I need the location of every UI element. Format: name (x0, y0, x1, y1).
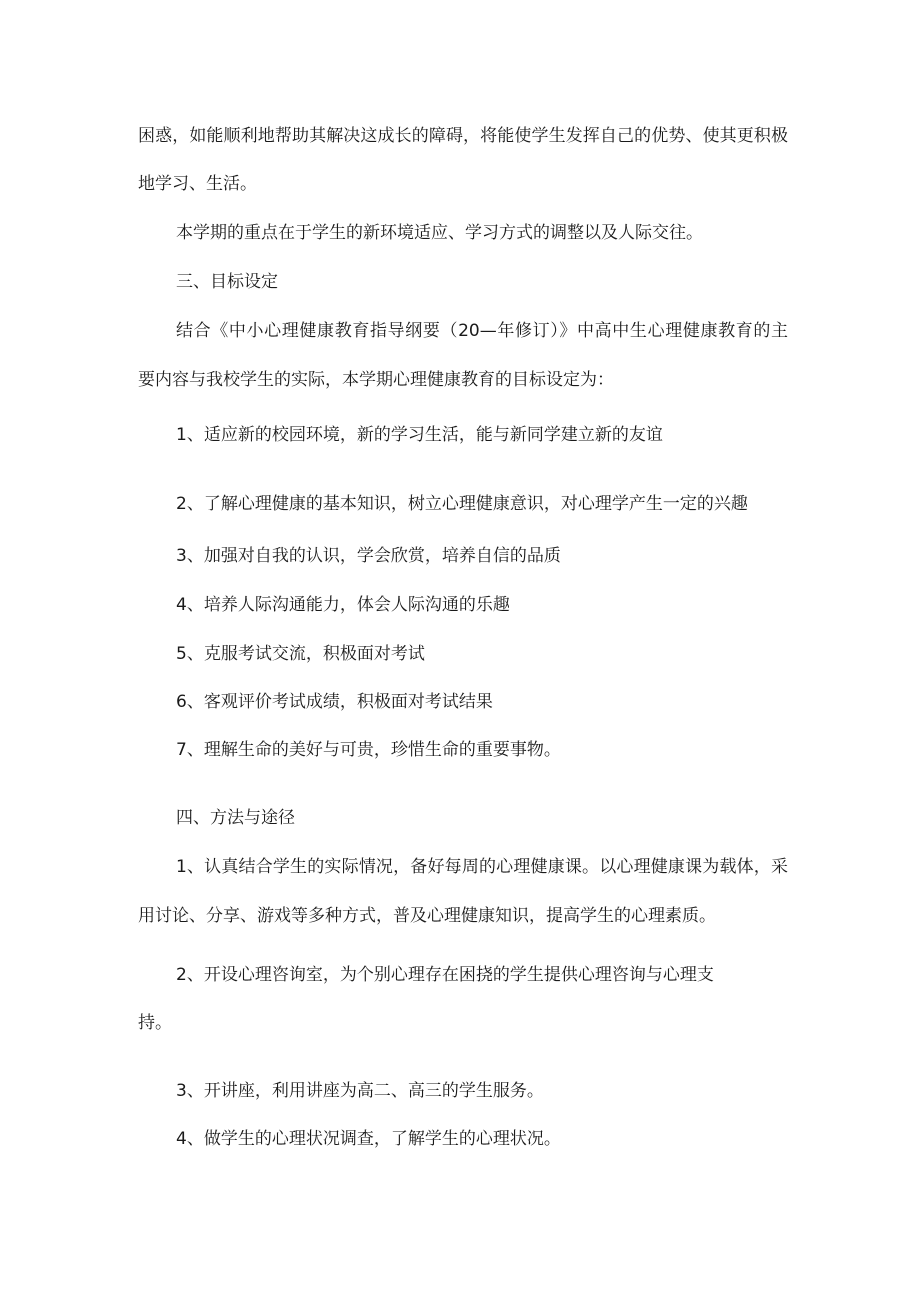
method-item-line: 2、开设心理咨询室，为个别心理存在困挠的学生提供心理咨询与心理支 (176, 965, 714, 985)
goal-item: 4、培养人际沟通能力，体会人际沟通的乐趣 (176, 595, 510, 615)
section-heading: 四、方法与途径 (176, 808, 295, 828)
paragraph-line: 要内容与我校学生的实际，本学期心理健康教育的目标设定为： (138, 370, 614, 390)
method-item: 3、开讲座，利用讲座为高二、高三的学生服务。 (176, 1081, 544, 1101)
goal-item: 7、理解生命的美好与可贵，珍惜生命的重要事物。 (176, 740, 561, 760)
paragraph-line: 结合《中小心理健康教育指导纲要（20—年修订）》中高中生心理健康教育的主 (176, 321, 788, 341)
goal-item: 2、了解心理健康的基本知识，树立心理健康意识，对心理学产生一定的兴趣 (176, 494, 748, 514)
method-item-line: 1、认真结合学生的实际情况，备好每周的心理健康课。以心理健康课为载体，采 (176, 857, 788, 877)
goal-item: 6、客观评价考试成绩，积极面对考试结果 (176, 692, 493, 712)
goal-item: 3、加强对自我的认识，学会欣赏，培养自信的品质 (176, 546, 561, 566)
paragraph: 本学期的重点在于学生的新环境适应、学习方式的调整以及人际交往。 (176, 223, 703, 243)
paragraph-line: 地学习、生活。 (138, 174, 257, 194)
method-item-line: 用讨论、分享、游戏等多种方式，普及心理健康知识，提高学生的心理素质。 (138, 906, 716, 926)
method-item-line: 持。 (138, 1013, 172, 1033)
section-heading: 三、目标设定 (176, 272, 278, 292)
goal-item: 1、适应新的校园环境，新的学习生活，能与新同学建立新的友谊 (176, 425, 663, 445)
method-item: 4、做学生的心理状况调查，了解学生的心理状况。 (176, 1129, 561, 1149)
goal-item: 5、克服考试交流，积极面对考试 (176, 644, 425, 664)
paragraph-line: 困惑，如能顺利地帮助其解决这成长的障碍，将能使学生发挥自己的优势、使其更积极 (138, 126, 788, 146)
